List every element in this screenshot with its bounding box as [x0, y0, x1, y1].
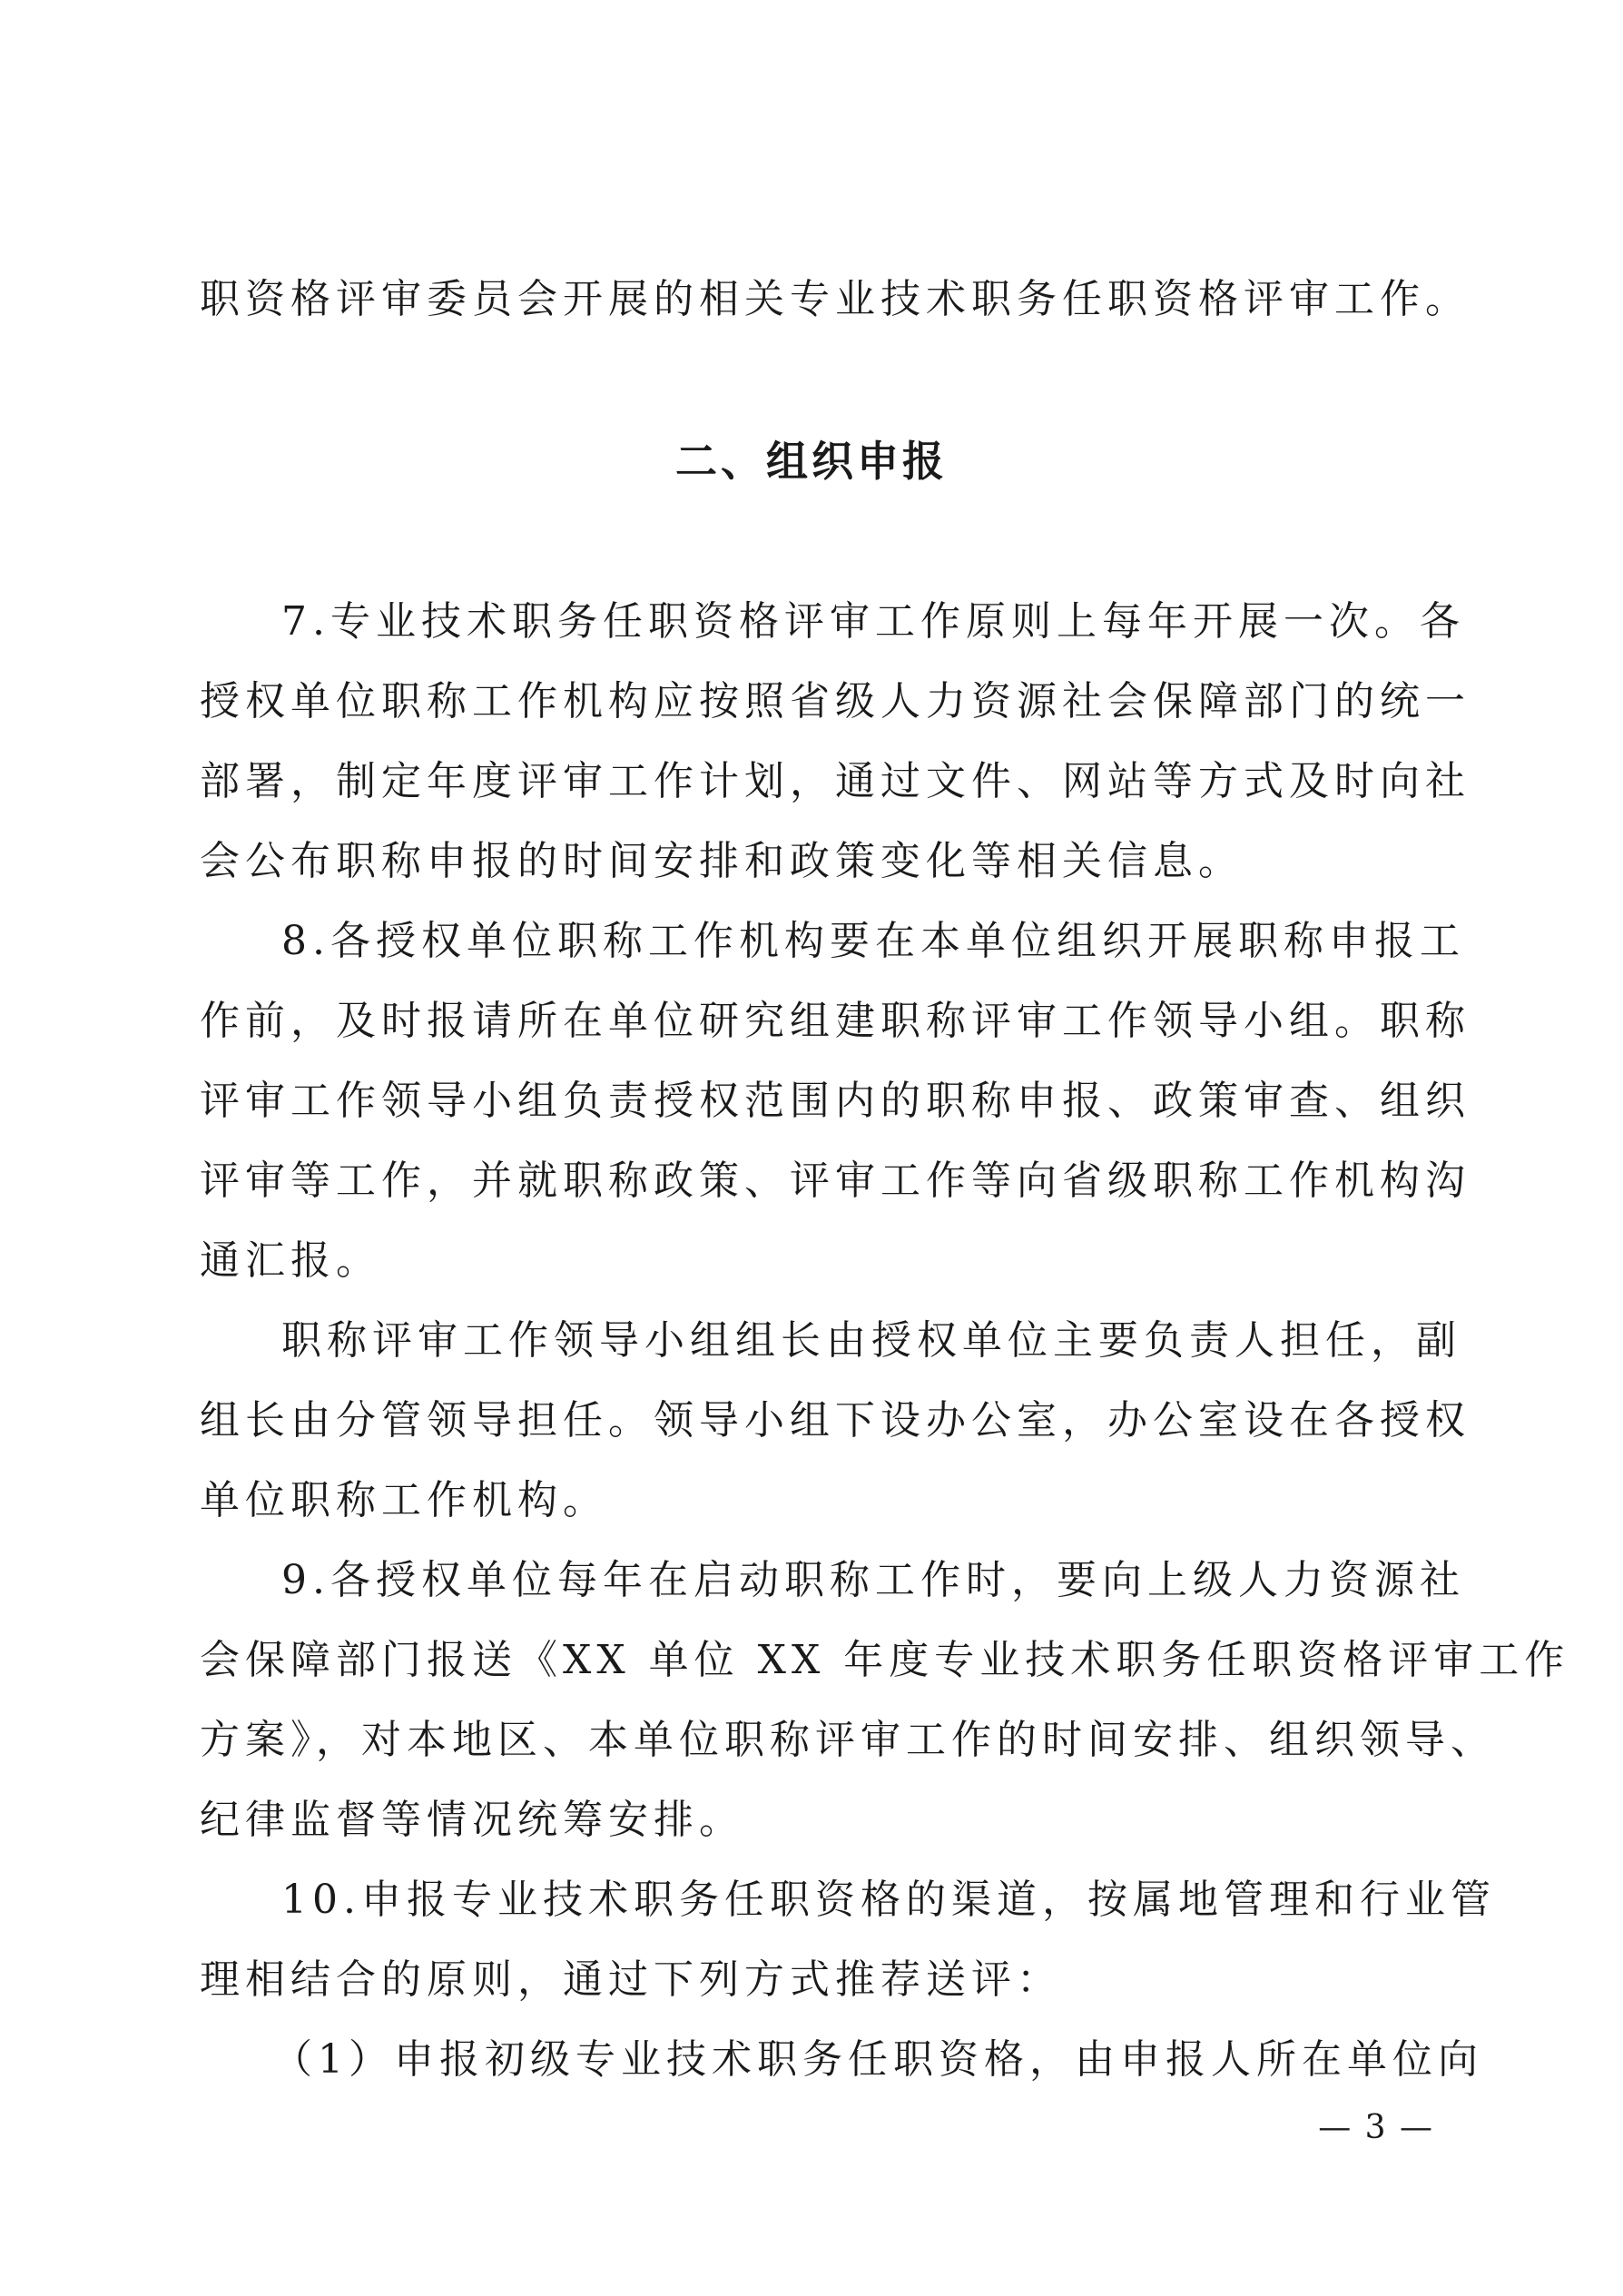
- paragraph-leadership-line-3: 单位职称工作机构。: [200, 1477, 608, 1523]
- paragraph-7-line-3: 部署，制定年度评审工作计划，通过文件、网站等方式及时向社: [200, 758, 1471, 804]
- paragraph-8-line-5: 通汇报。: [200, 1237, 381, 1284]
- paragraph-leadership-line-2: 组长由分管领导担任。领导小组下设办公室，办公室设在各授权: [200, 1397, 1471, 1444]
- page-number: — 3 —: [1318, 2109, 1434, 2146]
- paragraph-10-line-2: 理相结合的原则，通过下列方式推荐送评：: [200, 1956, 1062, 2003]
- paragraph-9-line-1: 9.各授权单位每年在启动职称工作时，要向上级人力资源社: [281, 1557, 1465, 1603]
- paragraph-8-line-3: 评审工作领导小组负责授权范围内的职称申报、政策审查、组织: [200, 1078, 1471, 1124]
- paragraph-9-line-4: 纪律监督等情况统筹安排。: [200, 1797, 744, 1843]
- paragraph-7-line-2: 授权单位职称工作机构应按照省级人力资源社会保障部门的统一: [200, 678, 1471, 724]
- paragraph-8-line-4: 评审等工作，并就职称政策、评审工作等向省级职称工作机构沟: [200, 1158, 1471, 1204]
- list-item-1-line-1: （1）申报初级专业技术职务任职资格，由申报人所在单位向: [272, 2036, 1483, 2083]
- section-heading: 二、组织申报: [675, 437, 948, 486]
- paragraph-leadership-line-1: 职称评审工作领导小组组长由授权单位主要负责人担任，副: [281, 1317, 1461, 1364]
- paragraph-9-line-2: 会保障部门报送《XX 单位 XX 年度专业技术职务任职资格评审工作: [200, 1637, 1570, 1683]
- paragraph-9-line-3: 方案》，对本地区、本单位职称评审工作的时间安排、组织领导、: [200, 1717, 1496, 1763]
- paragraph-continuation-line: 职资格评审委员会开展的相关专业技术职务任职资格评审工作。: [200, 276, 1471, 322]
- paragraph-8-line-2: 作前，及时报请所在单位研究组建职称评审工作领导小组。职称: [200, 998, 1471, 1044]
- paragraph-7-line-1: 7.专业技术职务任职资格评审工作原则上每年开展一次。各: [281, 598, 1465, 645]
- paragraph-7-line-4: 会公布职称申报的时间安排和政策变化等相关信息。: [200, 838, 1244, 884]
- paragraph-10-line-1: 10.申报专业技术职务任职资格的渠道，按属地管理和行业管: [281, 1877, 1496, 1923]
- paragraph-8-line-1: 8.各授权单位职称工作机构要在本单位组织开展职称申报工: [281, 918, 1465, 964]
